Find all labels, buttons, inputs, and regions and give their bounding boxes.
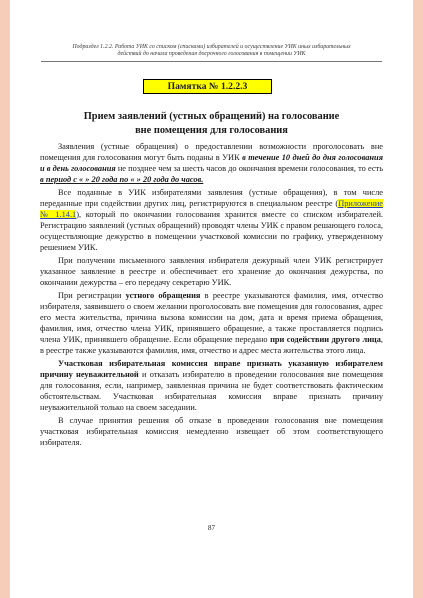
body-text: [40, 142, 383, 451]
p2-text-b: ), который по окончании голосования хранится вместе со списком избирателей. Регистрацию заявлений (устных обращений) проводят члены УИК с правом решающего голоса, осуществляющие дежурство в помещении участковой комиссии по графику, утвержденному решением УИК.: [40, 209, 383, 252]
p4-text-e: , в реестре также указываются фамилия, имя, отчество и адрес места жительства этого лица.: [40, 334, 384, 355]
document-page: [33, 0, 390, 598]
paragraph-2: [40, 188, 383, 253]
right-border-strip: [413, 0, 423, 598]
p5-emphasis: Участковая избирательная комиссия вправе признать указанную избирателем причину неуважительной: [40, 359, 383, 380]
paragraph-1: [40, 142, 383, 186]
p4-oral-request: устного обращения: [125, 291, 201, 301]
p4-assistance: при содействии другого лица: [270, 334, 381, 344]
title-line-1: Прием заявлений (устных обращений) на голосование: [83, 111, 340, 122]
memo-label: Памятка № 1.2.2.3: [143, 79, 272, 94]
p1-text-c: не позднее чем за шесть часов до окончания времени голосования, то есть: [115, 163, 384, 173]
p4-text-a: При регистрации: [58, 291, 126, 301]
paragraph-5: [40, 359, 383, 414]
title-line-2: вне помещения для голосования: [135, 125, 288, 136]
paragraph-3: При получении письменного заявления избирателя дежурный член УИК регистрирует указанное заявление в реестре и обеспечивает его хранение до окончания дежурства, по окончании дежурства – его передачу секретарю УИК.: [40, 256, 383, 287]
left-border-strip: [0, 0, 10, 598]
p1-period: в период с « » 20 года по « » 20 года до часов.: [40, 174, 204, 184]
p1-text-a: Заявления (устные обращения) о предоставлении возможности проголосовать вне помещения для голосования могут быть поданы в УИК: [40, 142, 383, 162]
p2-text-a: Все поданные в УИК избирателями заявления (устные обращения), в том числе переданные при содействии других лиц, регистрируются в специальном реестре (: [40, 188, 383, 209]
p1-deadline: в течение 10 дней до дня голосования и в день голосования: [40, 152, 383, 173]
paragraph-6: В случае принятия решения об отказе в проведении голосования вне помещения участковая избирательная комиссия немедленно извещает об этом соответствующего избирателя.: [40, 416, 383, 448]
p5-text-b: и отказать избирателю в проведении голосования вне помещения для голосования, если, например, заявленная причина не будет соответствовать фактическим обстоятельствам. Участковая избирательная комиссия вправе признать причину неуважительной только на своем заседании.: [40, 370, 383, 412]
appendix-link[interactable]: Приложение № 1.14.1: [40, 199, 383, 219]
header-line-1: Подраздел 1.2.2. Работа УИК со списком (списками) избирателей и осуществление УИК иных избирательных: [72, 44, 351, 50]
header-line-2: действий до начала проведения досрочного голосования в помещении УИК: [117, 51, 306, 58]
running-header: [41, 44, 382, 62]
paragraph-4: [40, 291, 383, 356]
page-number: 87: [208, 524, 215, 532]
p4-text-c: в реестре указываются фамилия, имя, отчество избирателя, заявившего о своем желании проголосовать вне помещения для голосования, адрес его места жительства, причина вызова комиссии на дом, дата и время приема обращения, фамилия, имя, отчество члена УИК, принявшего обращение, а также проставляется подпись члена УИК, принявшего обращение. Если обращение передано: [40, 291, 383, 344]
page-title: [33, 110, 390, 138]
